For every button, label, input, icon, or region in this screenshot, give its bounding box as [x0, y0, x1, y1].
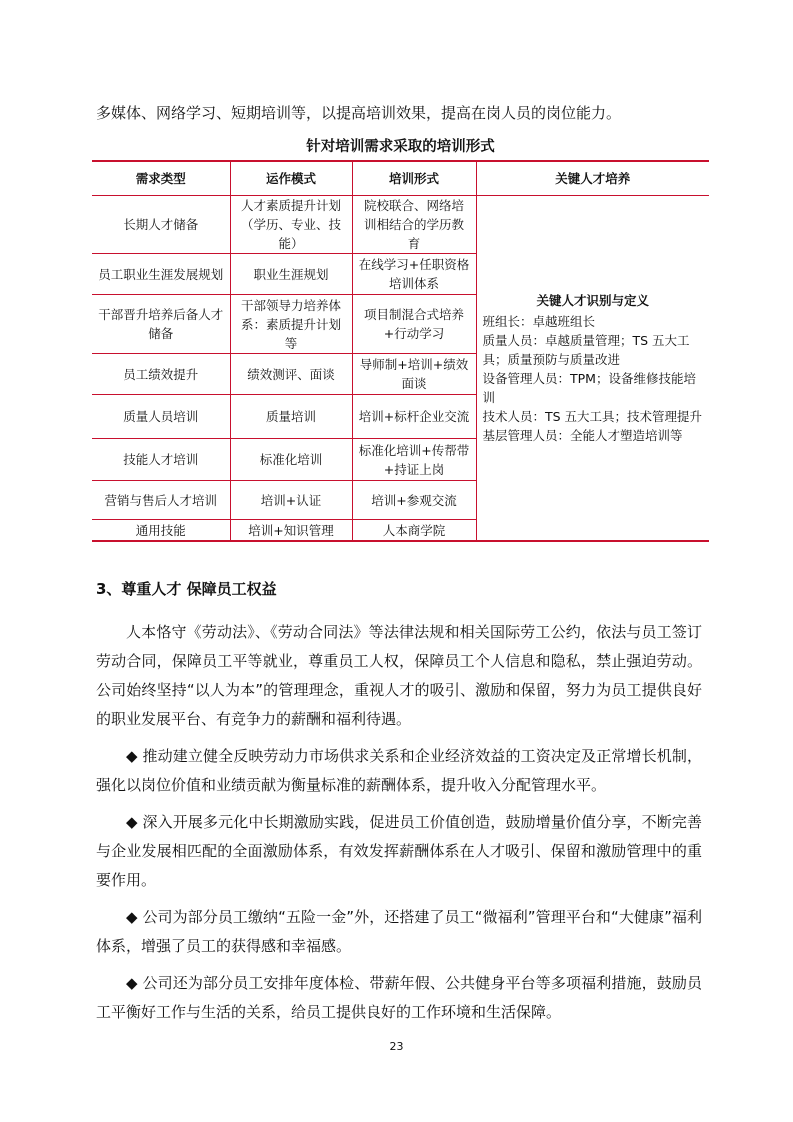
- need-cell: 员工绩效提升: [92, 354, 230, 395]
- mode-cell: 培训+知识管理: [230, 520, 352, 542]
- form-cell: 导师制+培训+绩效面谈: [352, 354, 476, 395]
- header-need-type: 需求类型: [92, 161, 230, 196]
- key-talent-line: 技术人员：TS 五大工具；技术管理提升: [482, 409, 703, 424]
- header-training-form: 培训形式: [352, 161, 476, 196]
- training-table-container: [92, 160, 709, 542]
- bullet-paragraph: ◆ 推动建立健全反映劳动力市场供求关系和企业经济效益的工资决定及正常增长机制，强化以岗位价值和业绩贡献为衡量标准的薪酬体系，提升收入分配管理水平。: [96, 747, 702, 794]
- need-cell: 技能人才培训: [92, 439, 230, 481]
- form-cell: 项目制混合式培养+行动学习: [352, 295, 476, 354]
- bullet-paragraph: ◆ 公司还为部分员工安排年度体检、带薪年假、公共健身平台等多项福利措施，鼓励员工平衡好工作与生活的关系，给员工提供良好的工作环境和生活保障。: [96, 974, 702, 1021]
- bullet-paragraph: ◆ 公司为部分员工缴纳“五险一金”外，还搭建了员工“微福利”管理平台和“大健康”福利体系，增强了员工的获得感和幸福感。: [96, 908, 702, 955]
- header-key-talent: 关键人才培养: [476, 161, 709, 196]
- body-paragraph: 人本恪守《劳动法》、《劳动合同法》等法律法规和相关国际劳工公约，依法与员工签订劳动合同，保障员工平等就业，尊重员工人权，保障员工个人信息和隐私，禁止强迫劳动。公司始终坚持“以人为本”的管理理念，重视人才的吸引、激励和保留，努力为员工提供良好的职业发展平台、有竞争力的薪酬和福利待遇。: [96, 623, 702, 728]
- mode-cell: 标准化培训: [230, 439, 352, 481]
- page-number: 23: [389, 1040, 404, 1053]
- mode-cell: 绩效测评、面谈: [230, 354, 352, 395]
- key-talent-line: 班组长：卓越班组长: [482, 314, 596, 329]
- form-cell: 标准化培训+传帮带+持证上岗: [352, 439, 476, 481]
- intro-paragraph: 多媒体、网络学习、短期培训等，以提高培训效果，提高在岗人员的岗位能力。: [96, 104, 622, 122]
- training-forms-table: [92, 160, 709, 542]
- need-cell: 员工职业生涯发展规划: [92, 254, 230, 295]
- table-header-row: [92, 161, 709, 196]
- form-cell: 培训+标杆企业交流: [352, 395, 476, 439]
- mode-cell: 职业生涯规划: [230, 254, 352, 295]
- form-cell: 在线学习+任职资格培训体系: [352, 254, 476, 295]
- need-cell: 干部晋升培养后备人才储备: [92, 295, 230, 354]
- need-cell: 长期人才储备: [92, 196, 230, 254]
- mode-cell: 培训+认证: [230, 481, 352, 520]
- need-cell: 质量人员培训: [92, 395, 230, 439]
- mode-cell: 质量培训: [230, 395, 352, 439]
- need-cell: 通用技能: [92, 520, 230, 542]
- mode-cell: 人才素质提升计划（学历、专业、技能）: [230, 196, 352, 254]
- form-cell: 人本商学院: [352, 520, 476, 542]
- table-title: 针对培训需求采取的培训形式: [306, 139, 495, 155]
- key-talent-line: 设备管理人员：TPM；设备维修技能培训: [482, 371, 696, 405]
- key-talent-line: 质量人员：卓越质量管理；TS 五大工具；质量预防与质量改进: [482, 333, 690, 367]
- key-talent-heading: 关键人才识别与定义: [536, 293, 649, 308]
- section-heading: 3、尊重人才 保障员工权益: [96, 580, 277, 598]
- bullet-paragraph: ◆ 深入开展多元化中长期激励实践，促进员工价值创造，鼓励增量价值分享，不断完善与企业发展相匹配的全面激励体系，有效发挥薪酬体系在人才吸引、保留和激励管理中的重要作用。: [96, 813, 702, 889]
- header-operation-mode: 运作模式: [230, 161, 352, 196]
- key-talent-cell: [476, 196, 709, 542]
- key-talent-line: 基层管理人员：全能人才塑造培训等: [482, 428, 683, 443]
- form-cell: 培训+参观交流: [352, 481, 476, 520]
- section-body: [96, 618, 702, 1035]
- need-cell: 营销与售后人才培训: [92, 481, 230, 520]
- form-cell: 院校联合、网络培训相结合的学历教育: [352, 196, 476, 254]
- mode-cell: 干部领导力培养体系：素质提升计划等: [230, 295, 352, 354]
- table-row: [92, 196, 709, 254]
